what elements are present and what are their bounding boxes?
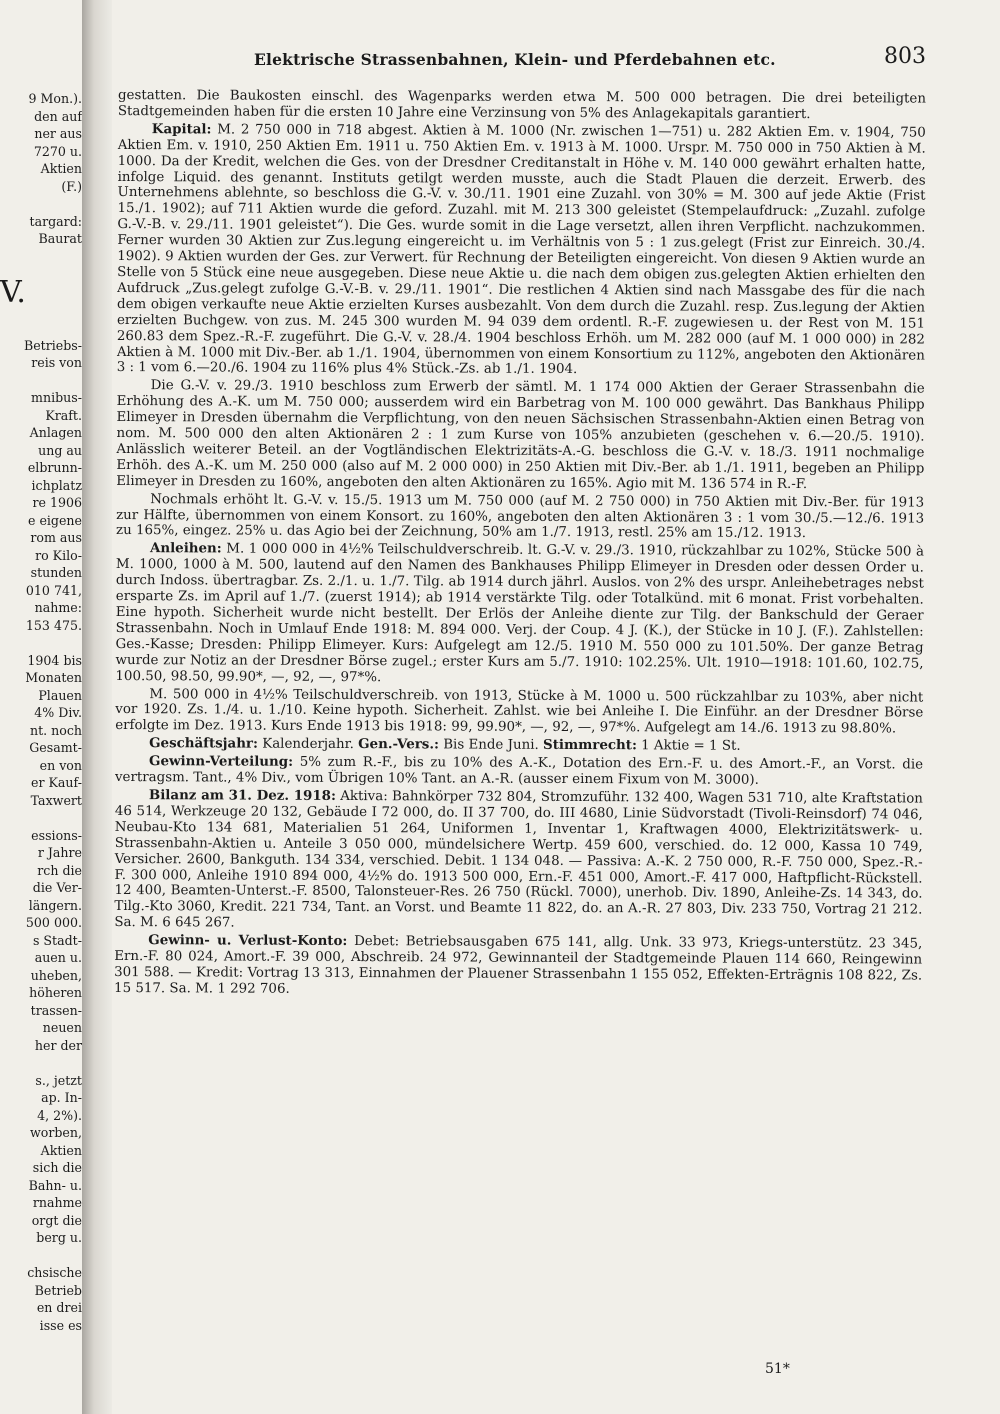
left-column-line: neuen xyxy=(42,1020,82,1035)
bilanz-text: Aktiva: Bahnkörper 732 804, Stromzuführ. 132 400, Wagen 531 710, alte Kraftstation 46 514, Werkzeuge 20 132, Gebäude I 72 000, do. II 37 700, do. III 4680, Linie Südvorstadt (Tivoli-Reinsdorf) 74 046, Neubau-Kto 134 681, Materialien 51 264, Uniformen 1, Inventar 1, Kraftwagen 4000, Elektrizitätswerk- u. Strassenbahn-Aktien u. Anteile 3 050 000, mündelsichere Wertp. 459 600, verschied. do. 12 000, Kassa 10 749, Versicher. 2600, Bankguth. 134 334, verschied. Debit. 1 134 048. — Passiva: A.-K. 2 750 000, R.-F. 750 000, Spez.-R.-F. 300 000, Anleihe 1910 894 000, 4½% do. 1913 500 000, Ern.-F. 451 000, Amort.-F. 417 000, Haftpflicht-Rückstell. 12 400, Beamten-Unterst.-F. 8500, Talonsteuer-Res. 26 750 (Rückl. 7000), unerhob. Div. 1890, Anleihe-Zs. 14 343, do. Tilg.-Kto 3060, Kredit. 221 734, Tant. an Vorst. und Beamte 11 822, do. an A.-R. 27 803, Div. 233 750, Vortrag 21 212. Sa. M. 6 645 267. xyxy=(114,788,923,931)
paragraph-kapital xyxy=(117,122,926,380)
left-column-line: ap. In- xyxy=(41,1090,82,1105)
left-column-line: Gesamt- xyxy=(29,740,82,755)
left-column-fragment xyxy=(0,90,82,1400)
left-column-line: orgt die xyxy=(31,1212,82,1228)
left-column-line: nahme: xyxy=(34,600,82,615)
left-column-line: r Jahre xyxy=(37,845,82,860)
left-column-line: den auf xyxy=(34,108,82,124)
page-header xyxy=(118,44,926,84)
left-column-line: reis von xyxy=(31,355,82,370)
left-column-line: berg u. xyxy=(36,1230,82,1245)
left-column-line: ro Kilo- xyxy=(35,547,82,563)
left-column-line: worben, xyxy=(29,1125,82,1140)
left-column-line xyxy=(0,809,82,827)
left-column-line: stunden xyxy=(30,565,82,580)
left-column-line: auen u. xyxy=(34,950,82,965)
left-column-line: targard: xyxy=(29,213,82,229)
left-column-line: s., jetzt xyxy=(35,1072,82,1088)
left-column-line: Monaten xyxy=(25,670,82,685)
left-column-line xyxy=(0,372,82,390)
paragraph-guv xyxy=(114,933,922,1000)
kapital-text: M. 2 750 000 in 718 abgest. Aktien à M. 1000 (Nr. zwischen 1—751) u. 282 Aktien Em. v. 1904, 750 Aktien Em. v. 1910, 250 Aktien Em. 1911 u. 750 Aktien Em. v. 1913 à M. 1000. Urspr. M. 750 000 in 750 Aktien à M. 1000. Da der Kredit, welchen die Ges. von der Dresdner Creditanstalt in Höhe v. M. 140 000 gewährt erhalten hatte, infolge Liquid. des genannt. Instituts getilgt werden musste, auch die Stadt Plauen die derzeit. Erwerb. des Unternehmens ablehnte, so beschloss die G.-V. v. 30./11. 1901 eine Zuzahl. von 30% = M. 300 auf jede Aktie (Frist 15./1. 1902); auf 711 Aktien wurde die geford. Zuzahl. mit M. 213 300 geleistet (Stempelaufdruck: „Zuzahl. zufolge G.-V.-B. v. 29./11. 1901 geleistet“). Die Ges. wurde somit in die Lage versetzt, allen ihren Verpflicht. nachzukommen. Ferner wurden 30 Aktien zur Zus.legung eingereicht u. im Verhältnis von 5 : 1 zus.gelegt (Frist zur Einreich. 30./4. 1902). 9 Aktien wurden der Ges. zur Verwert. für Rechnung der Beteiligten eingereicht. Von diesen 9 Aktien wurde an Stelle von 5 Stück eine neue ausgegeben. Diese neue Aktie u. die nach dem obigen zus.gelegten Aktien erhielten den Aufdruck „Zus.gelegt zufolge G.-V.-B. v. 29./11. 1901“. Die restlichen 4 Aktien sind nach Massgabe des für die nach dem obigen verkaufte neue Aktie erzielten Kurses ausbezahlt. Von dem durch die Zuzahl. resp. Zus.legung der Aktien erzielten Buchgew. von zus. M. 245 300 wurden M. 94 039 dem ordentl. R.-F. zugewiesen u. der Rest von M. 151 260.83 dem Spez.-R.-F. zugeführt. Die G.-V. v. 28./4. 1904 beschloss Erhöh. um M. 282 000 (auf M. 1 000 000) in 282 Aktien à M. 1000 mit Div.-Ber. ab 1./1. 1904, übernommen von einem Konsortium zu 112%, angeboten den Aktionären 3 : 1 vom 6.—20./6. 1904 zu 116% plus 4% Stück.-Zs. ab 1./1. 1904. xyxy=(116,122,926,378)
running-title: Elektrische Strassenbahnen, Klein- und Pferdebahnen etc. xyxy=(254,50,776,69)
left-column-line: Anlagen xyxy=(29,425,82,440)
left-column-line: her der xyxy=(34,1037,82,1053)
main-text xyxy=(112,88,926,1397)
left-column-line: isse es xyxy=(39,1317,82,1333)
paragraph-anleihen xyxy=(115,541,924,688)
left-column-line: essions- xyxy=(31,827,82,843)
left-column-line: e eigene xyxy=(27,512,82,528)
paragraph-gewinnverteilung xyxy=(115,754,923,789)
left-column-line: mnibus- xyxy=(31,390,82,405)
left-column-line: V. xyxy=(0,275,26,310)
stimmrecht-label: Stimmrecht: xyxy=(543,737,637,754)
left-column-line: höheren xyxy=(29,985,82,1000)
left-column-line: en drei xyxy=(36,1300,82,1315)
left-column-line: nt. noch xyxy=(29,722,82,738)
paragraph-anleihe-1913: M. 500 000 in 4½% Teilschuldverschreib. von 1913, Stücke à M. 1000 u. 500 rückzahlbar zu 103%, aber nicht vor 1920. Zs. 1./4. u. 1./10. Keine hypoth. Sicherheit. Zahlst. wie bei Anleihe I. Die Einführ. an der Dresdner Börse erfolgte im Dez. 1913. Kurs Ende 1913 bis 1918: 99, 99.90*, —, 92, —, 97*%. Aufgelegt am 14./6. 1913 zu 98.80%. xyxy=(115,686,924,737)
signature-mark: 51* xyxy=(765,1361,790,1377)
left-column-line: er Kauf- xyxy=(31,775,82,790)
left-column-line: sich die xyxy=(32,1160,82,1175)
left-column-line: ner aus xyxy=(34,126,82,141)
left-column-line: Betrieb xyxy=(34,1282,82,1298)
left-column-line: Bahn- u. xyxy=(28,1177,82,1193)
left-column-line: 1904 bis xyxy=(27,652,82,668)
guv-label: Gewinn- u. Verlust-Konto: xyxy=(148,932,348,950)
left-column-line: die Ver- xyxy=(32,880,82,895)
left-column-line: re 1906 xyxy=(32,495,82,510)
paragraph-capital-increase-1910: Die G.-V. v. 29./3. 1910 beschloss zum Erwerb der sämtl. M. 1 174 000 Aktien der Geraer Strassenbahn die Erhöhung des A.-K. um M. 750 000; ausserdem wird ein Barbetrag von M. 100 000 gewährt. Das Bankhaus Philipp Elimeyer in Dresden übernahm die Verpflichtung, von den neuen Sächsischen Strassenbahn-Aktien einen Betrag von nom. M. 500 000 den alten Aktionären 2 : 1 zum Kurse von 105% anzubieten (geschehen v. 6.—20./5. 1910). Anlässlich weiterer Beteil. an der Vogtländischen Elektrizitäts-A.-G. beschloss die G.-V. v. 18./3. 1911 nochmalige Erhöh. des A.-K. um M. 250 000 (also auf M. 2 000 000) in 250 Aktien mit Div.-Ber. ab 1./1. 1911, begeben an Philipp Elimeyer in Dresden zu 160%, angeboten den alten Aktionären zu 165%. Agio mit M. 136 574 in R.-F. xyxy=(116,378,925,492)
left-column-line: 4% Div. xyxy=(34,705,82,720)
guv-text: Debet: Betriebsausgaben 675 141, allg. Unk. 33 973, Kriegs-unterstütz. 23 345, Ern.-F. 80 024, Amort.-F. 39 000, Abschreib. 24 972, Gewinnanteil der Stadtgemeinde Plauen 114 660, Reingewinn 301 588. — Kredit: Vortrag 13 313, Einnahmen der Plauener Strassenbahn 1 155 052, Effekten-Erträgnis 108 822, Zs. 15 517. Sa. M. 1 292 706. xyxy=(114,934,923,997)
paragraph-intro: gestatten. Die Baukosten einschl. des Wagenparks werden etwa M. 500 000 betragen. Die drei beteiligten Stadtgemeinden haben für die ersten 10 Jahre eine Verzinsung von 5% des Anlagekapitals garantiert. xyxy=(117,88,926,122)
left-column-line: uheben, xyxy=(30,967,82,983)
left-column-line: ung au xyxy=(38,442,82,458)
left-column-line xyxy=(0,319,82,337)
left-column-line: 4, 2%). xyxy=(37,1107,82,1123)
left-column-line: elbrunn- xyxy=(27,460,82,475)
anleihen-label: Anleihen: xyxy=(149,540,222,557)
left-column-line: s Stadt- xyxy=(32,932,82,948)
left-column-line: rnahme xyxy=(32,1195,82,1210)
left-column-line xyxy=(0,634,82,652)
left-column-line: Baurat xyxy=(38,231,82,246)
gewinn-text: 5% zum R.-F., bis zu 10% des A.-K., Dotation des Ern.-F. u. des Amort.-F., an Vorst. die vertragsm. Tant., 4% Div., vom Übrigen 10% Tant. an A.-R. (ausser einem Fixum von M. 3000). xyxy=(114,754,924,788)
left-column-line: längern. xyxy=(28,897,82,913)
left-column-line: chsische xyxy=(27,1265,82,1280)
left-column-line: (F.) xyxy=(61,178,82,194)
left-column-line: ichplatz xyxy=(31,477,82,493)
left-column-line: en von xyxy=(39,757,82,773)
left-column-line xyxy=(0,1054,82,1072)
anleihen-text: M. 1 000 000 in 4½% Teilschuldverschreib. lt. G.-V. v. 29./3. 1910, rückzahlbar zu 102%, Stücke 500 à M. 1000, 1000 à M. 500, lautend auf den Namen des Bankhauses Philipp Elimeyer in Dresden oder dessen Order u. durch Indoss. übertragbar. Zs. 2./1. u. 1./7. Tilg. ab 1914 durch jährl. Auslos. von 2% des urspr. Anleihebetrages nebst ersparte Zs. im April auf 1./7. (zuerst 1914); ab 1914 verstärkte Tilg. oder Totalkünd. mit 6 monat. Frist vorbehalten. Eine hypoth. Sicherheit wurde nicht bestellt. Der Erlös der Anleihe diente zur Tilg. der Bankschuld der Geraer Strassenbahn. Noch in Umlauf Ende 1918: M. 894 000. Verj. der Coup. 4 J. (K.), der Stücke in 10 J. (F.). Zahlstellen: Ges.-Kasse; Dresden: Philipp Elimeyer. Kurs: Aufgelegt am 12./5. 1910 M. 550 000 zu 101.50%. Der ganze Betrag wurde zur Notiz an der Dresdner Börse zugel.; erster Kurs am 5./7. 1910: 102.25%. Ult. 1910—1918: 101.60, 102.75, 100.50, 98.50, 99.90*, —, 92, —, 97*%. xyxy=(115,541,925,685)
binding-gutter xyxy=(82,0,112,1414)
left-column-line xyxy=(0,248,82,266)
left-column-line: Plauen xyxy=(38,687,82,703)
left-column-line xyxy=(0,1247,82,1265)
page-number: 803 xyxy=(884,44,926,69)
left-column-line: 7270 u. xyxy=(33,143,82,159)
geschaeftsjahr-text: Kalenderjahr. xyxy=(257,736,359,753)
paragraph-capital-increase-1913: Nochmals erhöht lt. G.-V. v. 15./5. 1913 um M. 750 000 (auf M. 2 750 000) in 750 Aktien mit Div.-Ber. für 1913 zur Hälfte, übernommen von einem Konsort. zu 160%, angeboten den alten Aktionären 3 : 1 vom 30./5.—12./6. 1913 zu 165%, eingez. 25% u. das Agio bei der Zeichnung, 50% am 1./7. 1913, restl. 25% am 15./12. 1913. xyxy=(116,491,925,542)
bilanz-label: Bilanz am 31. Dez. 1918: xyxy=(148,787,336,804)
stimmrecht-text: 1 Aktie = 1 St. xyxy=(636,738,741,754)
left-column-line: Betriebs- xyxy=(23,337,82,353)
left-column-line xyxy=(0,195,82,213)
left-column-line: 153 475. xyxy=(25,617,82,633)
gewinn-label: Gewinn-Verteilung: xyxy=(149,753,294,770)
left-column-line: Taxwert xyxy=(30,792,82,808)
left-column-line: 010 741, xyxy=(25,582,82,598)
left-column-line: 500 000. xyxy=(25,915,82,930)
left-column-line: rch die xyxy=(37,862,82,878)
left-column-line: Aktien xyxy=(40,161,82,176)
genvers-text: Bis Ende Juni. xyxy=(438,737,544,754)
geschaeftsjahr-label: Geschäftsjahr: xyxy=(149,735,258,752)
left-column-line: rom aus xyxy=(30,530,82,545)
kapital-label: Kapital: xyxy=(151,120,212,138)
genvers-label: Gen.-Vers.: xyxy=(358,736,440,753)
left-column-line: trassen- xyxy=(30,1002,82,1018)
left-column-line: 9 Mon.). xyxy=(28,91,82,106)
left-column-line: Aktien xyxy=(40,1142,82,1158)
left-column-line: Kraft. xyxy=(45,407,82,423)
paragraph-bilanz xyxy=(114,788,923,935)
